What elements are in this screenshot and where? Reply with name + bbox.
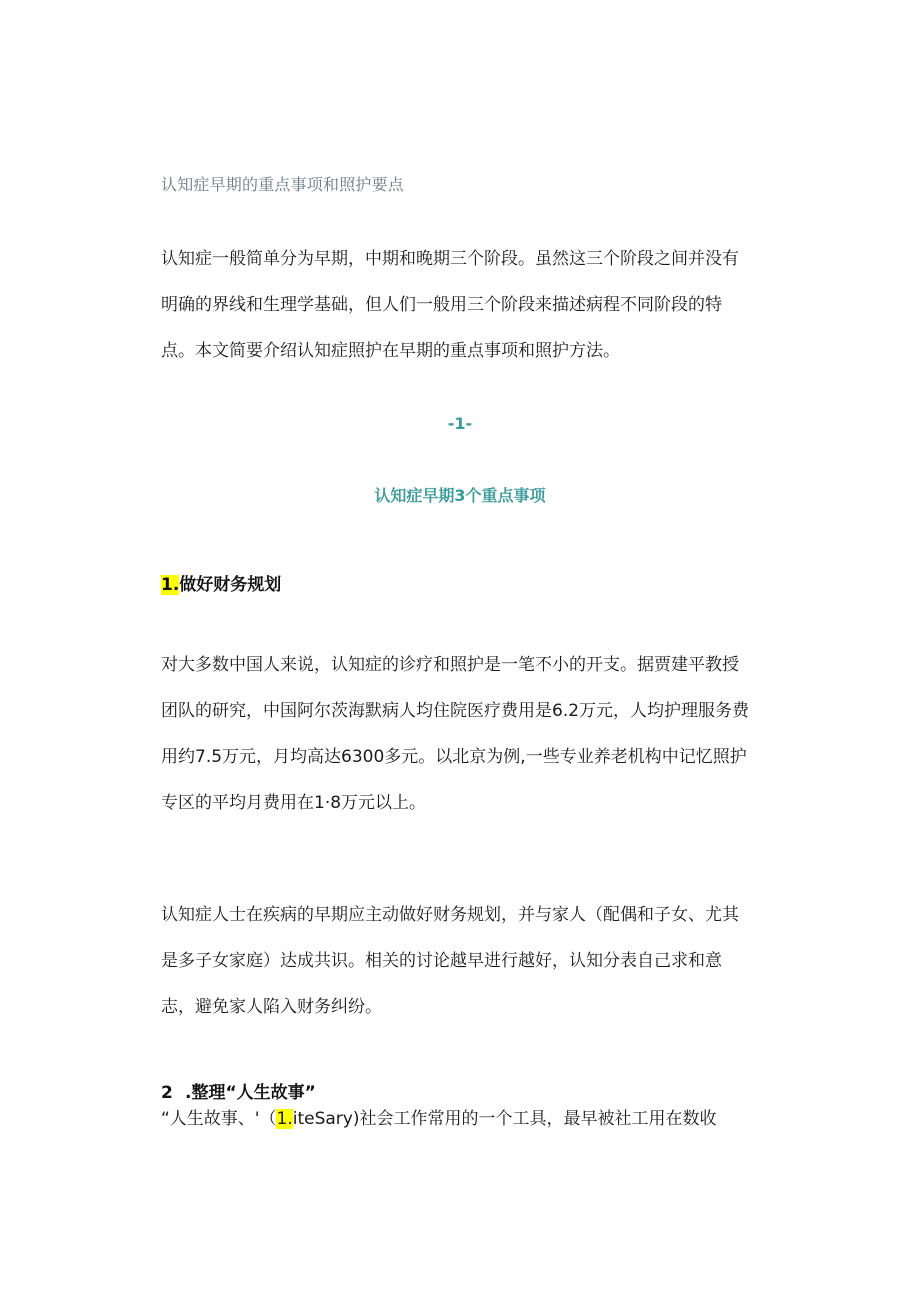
intro-paragraph bbox=[161, 236, 761, 374]
quote-highlight: 1. bbox=[276, 1109, 293, 1129]
text-line: 认知症一般简单分为早期，中期和晚期三个阶段。虽然这三个阶段之间并没有 bbox=[161, 249, 739, 269]
text-line: 是多子女家庭）达成共识。相关的讨论越早进行越好，认知分表自己求和意 bbox=[161, 951, 722, 971]
text-line: 团队的研究，中国阿尔茨海默病人均住院医疗费用是6.2万元，人均护理服务费 bbox=[161, 701, 750, 721]
document-title: 认知症早期的重点事项和照护要点 bbox=[161, 175, 405, 194]
item2-number: 2 bbox=[161, 1083, 173, 1103]
item1-heading bbox=[161, 570, 281, 595]
item2-heading bbox=[161, 1078, 316, 1103]
text-line: 志，避免家人陷入财务纠纷。 bbox=[161, 997, 382, 1017]
item1-paragraph-1 bbox=[161, 642, 761, 826]
text-line: 点。本文简要介绍认知症照护在早期的重点事项和照护方法。 bbox=[161, 341, 620, 361]
section-title: 认知症早期3个重点事项 bbox=[374, 486, 546, 505]
text-line: 用约7.5万元，月均高达6300多元。以北京为例,一些专业养老机构中记忆照护 bbox=[161, 747, 747, 767]
section-number: -1- bbox=[447, 414, 473, 433]
text-line: 认知症人士在疾病的早期应主动做好财务规划，并与家人（配偶和子女、尤其 bbox=[161, 905, 739, 925]
text-line: 对大多数中国人来说，认知症的诊疗和照护是一笔不小的开支。据贾建平教授 bbox=[161, 655, 739, 675]
item2-first-line bbox=[161, 1104, 716, 1129]
text-line: 专区的平均月费用在1·8万元以上。 bbox=[161, 793, 427, 813]
item1-title: 做好财务规划 bbox=[179, 575, 282, 595]
quote-prefix: “人生故事、'（ bbox=[161, 1109, 277, 1129]
item1-paragraph-2 bbox=[161, 892, 761, 1030]
quote-suffix: iteSary)社会工作常用的一个工具，最早被社工用在数收 bbox=[292, 1109, 717, 1129]
text-line: 明确的界线和生理学基础，但人们一般用三个阶段来描述病程不同阶段的特 bbox=[161, 295, 722, 315]
item2-title: .整理“人生故事” bbox=[185, 1083, 316, 1103]
item1-number: 1. bbox=[161, 575, 180, 595]
